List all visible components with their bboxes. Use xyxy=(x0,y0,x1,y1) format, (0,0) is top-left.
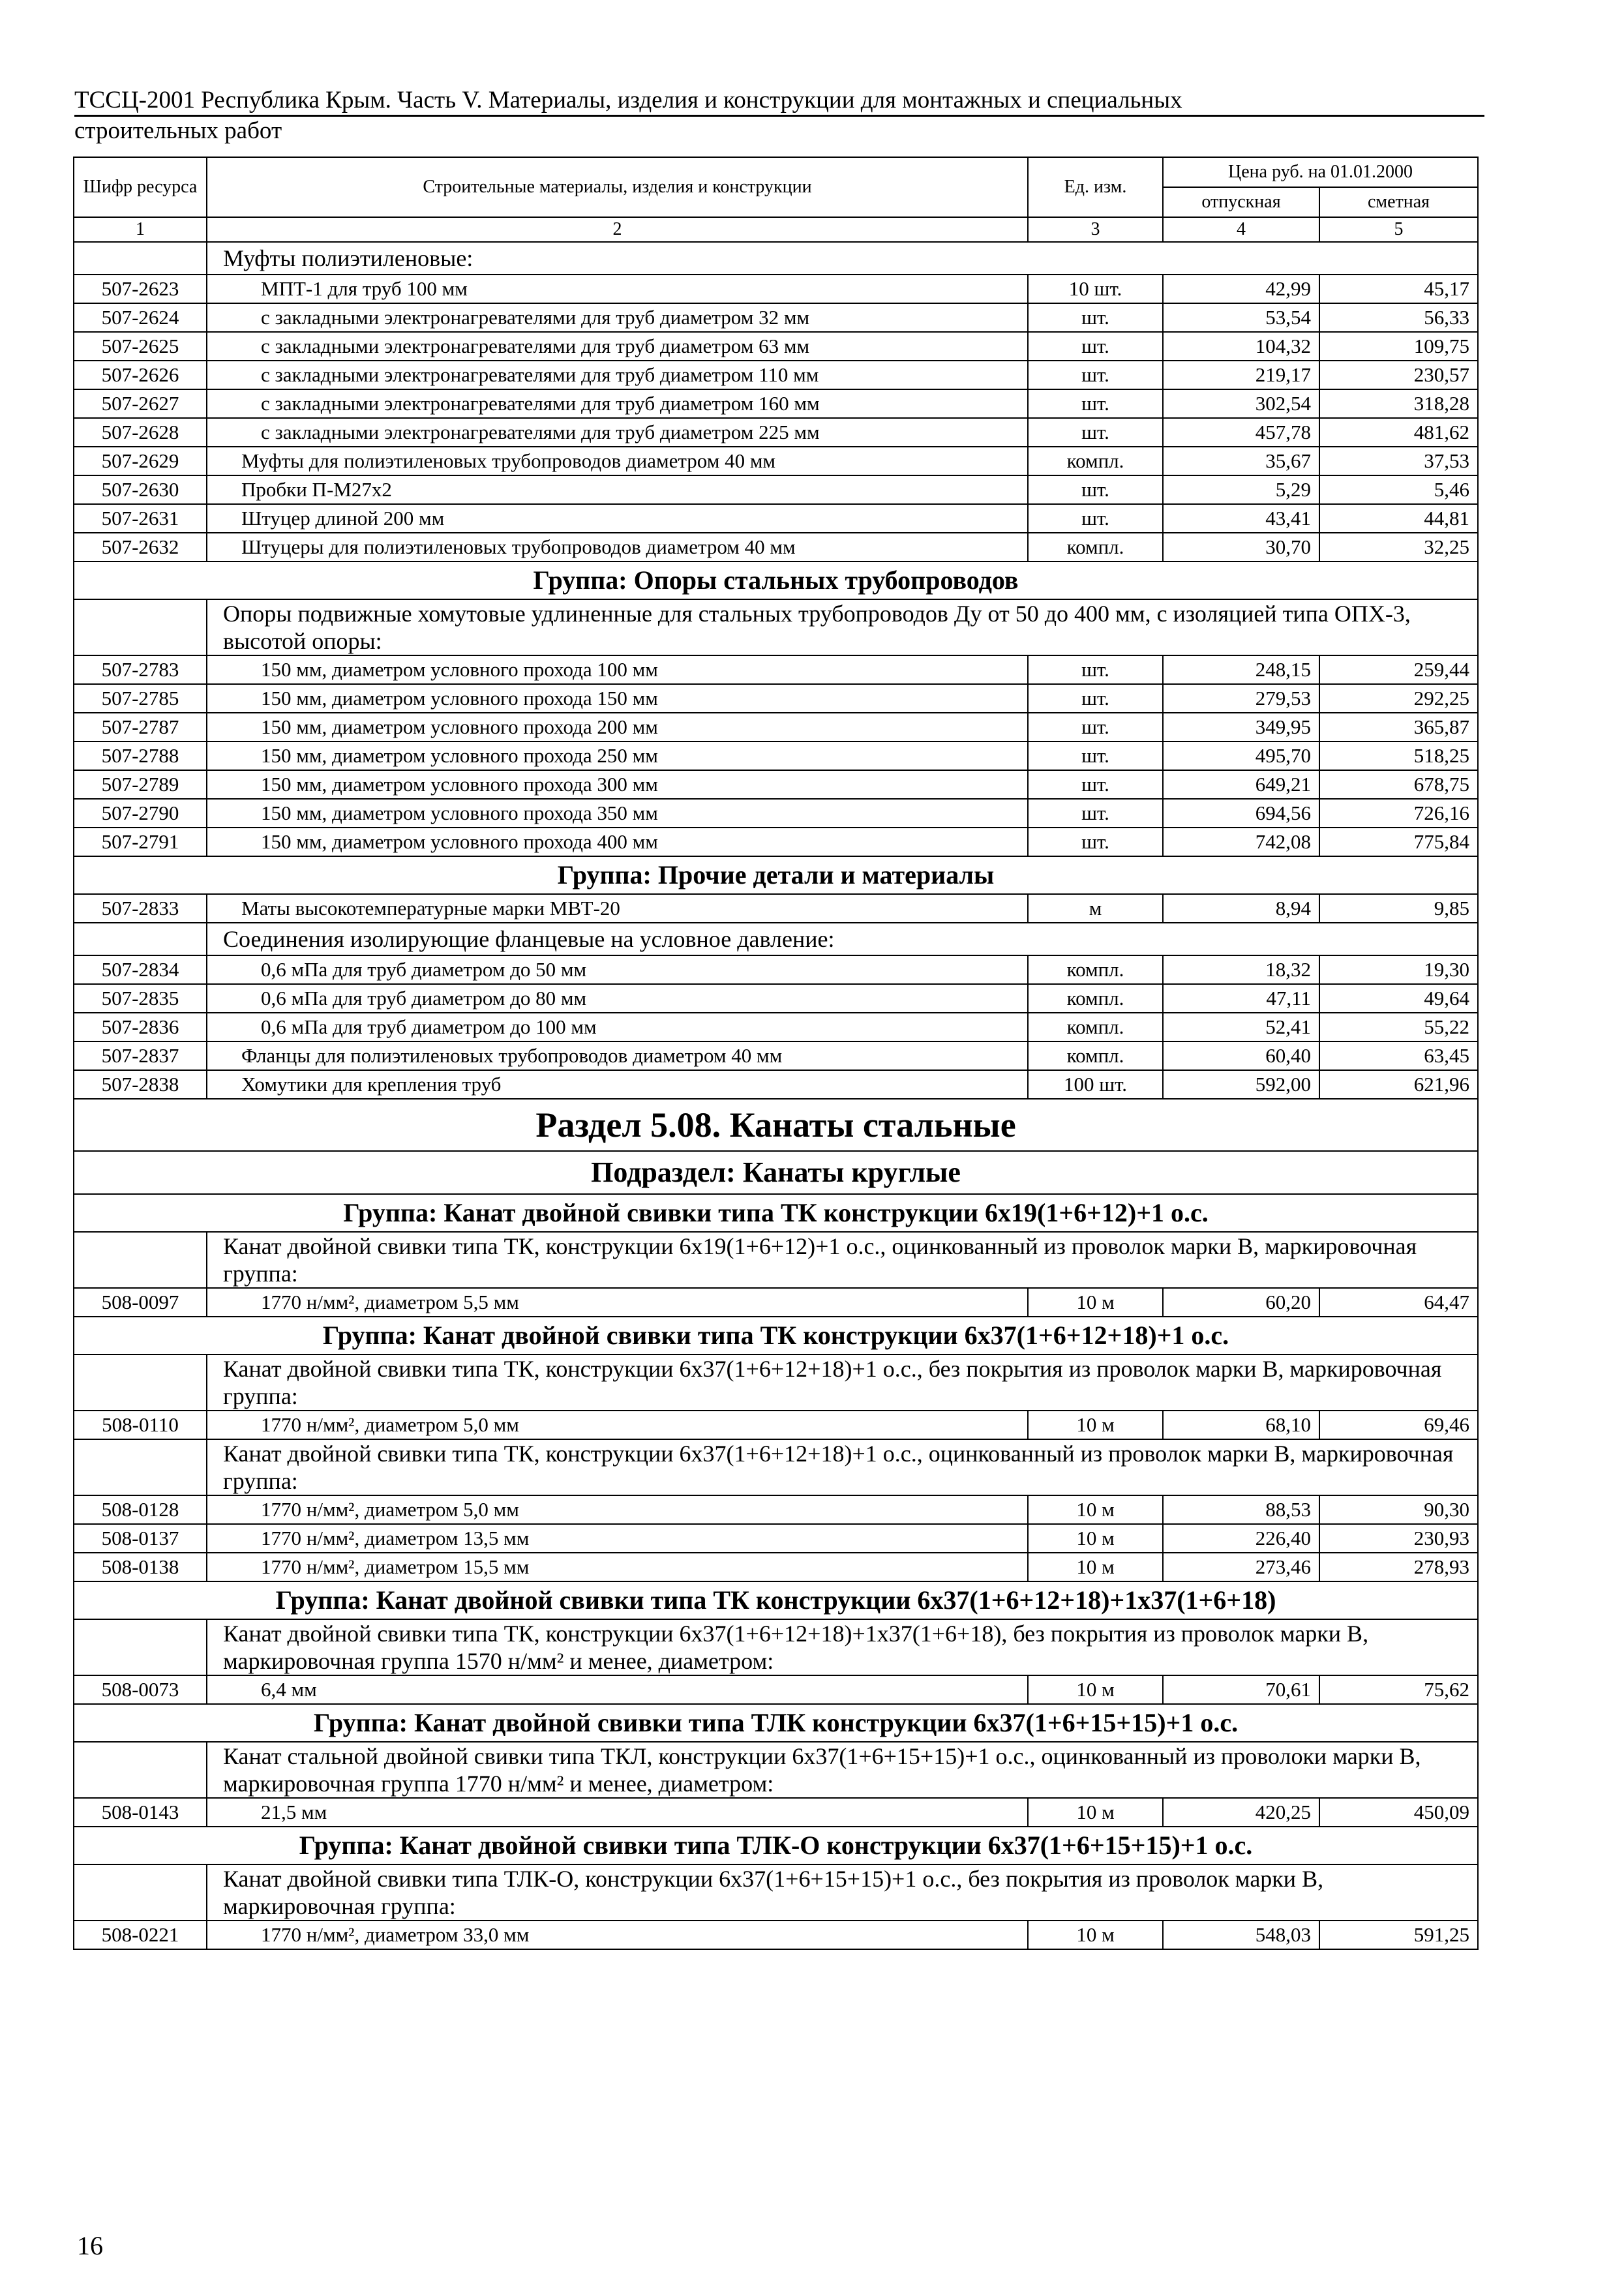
resource-code: 507-2632 xyxy=(74,533,207,561)
resource-code: 507-2785 xyxy=(74,684,207,713)
estimate-price: 481,62 xyxy=(1319,418,1478,447)
release-price: 279,53 xyxy=(1163,684,1319,713)
release-price: 104,32 xyxy=(1163,332,1319,361)
resource-code: 507-2623 xyxy=(74,275,207,303)
unit: 10 м xyxy=(1028,1921,1163,1949)
estimate-price: 9,85 xyxy=(1319,894,1478,923)
estimate-price: 37,53 xyxy=(1319,447,1478,475)
release-price: 35,67 xyxy=(1163,447,1319,475)
estimate-price: 56,33 xyxy=(1319,303,1478,332)
group-heading: Группа: Канат двойной свивки типа ТК конструкции 6х37(1+6+12+18)+1 о.с. xyxy=(74,1317,1478,1354)
resource-code: 507-2630 xyxy=(74,475,207,504)
estimate-price: 109,75 xyxy=(1319,332,1478,361)
table-row xyxy=(74,1411,1478,1439)
estimate-price: 90,30 xyxy=(1319,1495,1478,1524)
resource-code: 507-2836 xyxy=(74,1013,207,1041)
release-price: 70,61 xyxy=(1163,1675,1319,1704)
group-heading: Группа: Канат двойной свивки типа ТК конструкции 6х19(1+6+12)+1 о.с. xyxy=(74,1194,1478,1232)
release-price: 30,70 xyxy=(1163,533,1319,561)
item-description: Канат двойной свивки типа ТЛК-О, конструкции 6х37(1+6+15+15)+1 о.с., без покрытия из проволок марки В, маркировочная группа: xyxy=(207,1864,1478,1921)
page-number: 16 xyxy=(77,2231,103,2260)
group-heading: Группа: Опоры стальных трубопроводов xyxy=(74,561,1478,599)
unit: компл. xyxy=(1028,447,1163,475)
table-row xyxy=(74,770,1478,799)
item-name: 21,5 мм xyxy=(207,1798,1028,1827)
unit: шт. xyxy=(1028,303,1163,332)
release-price: 457,78 xyxy=(1163,418,1319,447)
item-name: 6,4 мм xyxy=(207,1675,1028,1704)
release-price: 420,25 xyxy=(1163,1798,1319,1827)
item-name: 0,6 мПа для труб диаметром до 100 мм xyxy=(207,1013,1028,1041)
release-price: 43,41 xyxy=(1163,504,1319,533)
unit: 10 м xyxy=(1028,1288,1163,1317)
estimate-price: 259,44 xyxy=(1319,655,1478,684)
item-description: Канат двойной свивки типа ТК, конструкции 6х37(1+6+12+18)+1 о.с., оцинкованный из проволок марки В, маркировочная группа: xyxy=(207,1439,1478,1495)
unit: 100 шт. xyxy=(1028,1070,1163,1099)
item-name: 1770 н/мм², диаметром 5,0 мм xyxy=(207,1411,1028,1439)
release-price: 88,53 xyxy=(1163,1495,1319,1524)
table-row xyxy=(74,1013,1478,1041)
item-description: Опоры подвижные хомутовые удлиненные для стальных трубопроводов Ду от 50 до 400 мм, с изоляцией типа ОПХ-3, высотой опоры: xyxy=(207,599,1478,655)
unit: 10 м xyxy=(1028,1675,1163,1704)
table-row xyxy=(74,894,1478,923)
group-heading: Группа: Канат двойной свивки типа ТК конструкции 6х37(1+6+12+18)+1х37(1+6+18) xyxy=(74,1581,1478,1619)
resource-code: 508-0128 xyxy=(74,1495,207,1524)
table-row xyxy=(74,418,1478,447)
unit: шт. xyxy=(1028,713,1163,741)
estimate-price: 726,16 xyxy=(1319,799,1478,828)
resource-code: 508-0137 xyxy=(74,1524,207,1553)
release-price: 742,08 xyxy=(1163,828,1319,856)
table-row xyxy=(74,533,1478,561)
unit: 10 м xyxy=(1028,1524,1163,1553)
item-name: МПТ-1 для труб 100 мм xyxy=(207,275,1028,303)
item-name: 0,6 мПа для труб диаметром до 80 мм xyxy=(207,984,1028,1013)
table-row xyxy=(74,361,1478,389)
release-price: 694,56 xyxy=(1163,799,1319,828)
header-title-line2: строительных работ xyxy=(74,117,282,144)
estimate-price: 69,46 xyxy=(1319,1411,1478,1439)
release-price: 47,11 xyxy=(1163,984,1319,1013)
unit: шт. xyxy=(1028,361,1163,389)
estimate-price: 32,25 xyxy=(1319,533,1478,561)
release-price: 649,21 xyxy=(1163,770,1319,799)
unit: компл. xyxy=(1028,984,1163,1013)
item-description: Канат стальной двойной свивки типа ТКЛ, конструкции 6х37(1+6+15+15)+1 о.с., оцинкованный из проволоки марки В, маркировочная группа 1770 н/мм² и менее, диаметром: xyxy=(207,1742,1478,1798)
release-price: 226,40 xyxy=(1163,1524,1319,1553)
item-description: Канат двойной свивки типа ТК, конструкции 6х19(1+6+12)+1 о.с., оцинкованный из проволок марки В, маркировочная группа: xyxy=(207,1232,1478,1288)
release-price: 42,99 xyxy=(1163,275,1319,303)
header-price: Цена руб. на 01.01.2000 xyxy=(1163,157,1478,187)
release-price: 18,32 xyxy=(1163,955,1319,984)
item-name: Муфты для полиэтиленовых трубопроводов диаметром 40 мм xyxy=(207,447,1028,475)
estimate-price: 621,96 xyxy=(1319,1070,1478,1099)
estimate-price: 518,25 xyxy=(1319,741,1478,770)
unit: шт. xyxy=(1028,475,1163,504)
resource-code: 507-2626 xyxy=(74,361,207,389)
resource-code: 507-2833 xyxy=(74,894,207,923)
resource-code: 507-2627 xyxy=(74,389,207,418)
estimate-price: 230,93 xyxy=(1319,1524,1478,1553)
table-row xyxy=(74,1041,1478,1070)
unit: 10 м xyxy=(1028,1495,1163,1524)
item-name: 150 мм, диаметром условного прохода 200 мм xyxy=(207,713,1028,741)
estimate-price: 19,30 xyxy=(1319,955,1478,984)
item-description: Муфты полиэтиленовые: xyxy=(207,242,1478,275)
estimate-price: 292,25 xyxy=(1319,684,1478,713)
unit: шт. xyxy=(1028,504,1163,533)
resource-code: 507-2631 xyxy=(74,504,207,533)
unit: шт. xyxy=(1028,655,1163,684)
release-price: 219,17 xyxy=(1163,361,1319,389)
table-row xyxy=(74,303,1478,332)
price-table xyxy=(73,157,1479,1950)
col-number: 1 xyxy=(74,217,207,242)
table-row xyxy=(74,741,1478,770)
item-name: с закладными электронагревателями для труб диаметром 225 мм xyxy=(207,418,1028,447)
release-price: 273,46 xyxy=(1163,1553,1319,1581)
item-name: 150 мм, диаметром условного прохода 250 мм xyxy=(207,741,1028,770)
table-row xyxy=(74,955,1478,984)
item-name: 150 мм, диаметром условного прохода 350 мм xyxy=(207,799,1028,828)
table-row xyxy=(74,1288,1478,1317)
resource-code: 507-2790 xyxy=(74,799,207,828)
header-estimate: сметная xyxy=(1319,187,1478,217)
col-number: 4 xyxy=(1163,217,1319,242)
resource-code: 507-2787 xyxy=(74,713,207,741)
section-heading: Раздел 5.08. Канаты стальные xyxy=(74,1099,1478,1151)
resource-code: 508-0221 xyxy=(74,1921,207,1949)
table-row xyxy=(74,1798,1478,1827)
release-price: 60,40 xyxy=(1163,1041,1319,1070)
release-price: 248,15 xyxy=(1163,655,1319,684)
release-price: 8,94 xyxy=(1163,894,1319,923)
unit: 10 м xyxy=(1028,1798,1163,1827)
item-name: с закладными электронагревателями для труб диаметром 32 мм xyxy=(207,303,1028,332)
unit: шт. xyxy=(1028,828,1163,856)
item-name: 0,6 мПа для труб диаметром до 50 мм xyxy=(207,955,1028,984)
group-heading: Группа: Канат двойной свивки типа ТЛК конструкции 6х37(1+6+15+15)+1 о.с. xyxy=(74,1704,1478,1742)
item-name: Хомутики для крепления труб xyxy=(207,1070,1028,1099)
header-release: отпускная xyxy=(1163,187,1319,217)
resource-code: 507-2783 xyxy=(74,655,207,684)
item-name: 150 мм, диаметром условного прохода 150 мм xyxy=(207,684,1028,713)
resource-code: 507-2837 xyxy=(74,1041,207,1070)
unit: м xyxy=(1028,894,1163,923)
estimate-price: 55,22 xyxy=(1319,1013,1478,1041)
resource-code: 508-0138 xyxy=(74,1553,207,1581)
resource-code: 508-0073 xyxy=(74,1675,207,1704)
unit: компл. xyxy=(1028,1041,1163,1070)
resource-code: 507-2834 xyxy=(74,955,207,984)
item-name: Штуцеры для полиэтиленовых трубопроводов диаметром 40 мм xyxy=(207,533,1028,561)
item-description: Канат двойной свивки типа ТК, конструкции 6х37(1+6+12+18)+1 о.с., без покрытия из проволок марки В, маркировочная группа: xyxy=(207,1354,1478,1411)
resource-code: 508-0097 xyxy=(74,1288,207,1317)
estimate-price: 365,87 xyxy=(1319,713,1478,741)
group-heading: Группа: Канат двойной свивки типа ТЛК-О конструкции 6х37(1+6+15+15)+1 о.с. xyxy=(74,1827,1478,1864)
resource-code: 507-2788 xyxy=(74,741,207,770)
unit: шт. xyxy=(1028,332,1163,361)
table-row xyxy=(74,389,1478,418)
item-name: 150 мм, диаметром условного прохода 100 мм xyxy=(207,655,1028,684)
table-row xyxy=(74,655,1478,684)
unit: компл. xyxy=(1028,955,1163,984)
table-row xyxy=(74,1675,1478,1704)
item-name: 1770 н/мм², диаметром 5,5 мм xyxy=(207,1288,1028,1317)
item-name: 1770 н/мм², диаметром 13,5 мм xyxy=(207,1524,1028,1553)
item-name: с закладными электронагревателями для труб диаметром 63 мм xyxy=(207,332,1028,361)
table-row xyxy=(74,1553,1478,1581)
resource-code: 508-0110 xyxy=(74,1411,207,1439)
resource-code: 507-2791 xyxy=(74,828,207,856)
resource-code: 507-2835 xyxy=(74,984,207,1013)
unit: 10 м xyxy=(1028,1411,1163,1439)
resource-code: 507-2629 xyxy=(74,447,207,475)
release-price: 52,41 xyxy=(1163,1013,1319,1041)
estimate-price: 49,64 xyxy=(1319,984,1478,1013)
item-name: 150 мм, диаметром условного прохода 400 мм xyxy=(207,828,1028,856)
resource-code: 507-2838 xyxy=(74,1070,207,1099)
item-name: 1770 н/мм², диаметром 5,0 мм xyxy=(207,1495,1028,1524)
unit: шт. xyxy=(1028,741,1163,770)
estimate-price: 44,81 xyxy=(1319,504,1478,533)
unit: шт. xyxy=(1028,389,1163,418)
estimate-price: 775,84 xyxy=(1319,828,1478,856)
table-row xyxy=(74,447,1478,475)
release-price: 5,29 xyxy=(1163,475,1319,504)
release-price: 548,03 xyxy=(1163,1921,1319,1949)
subsection-heading: Подраздел: Канаты круглые xyxy=(74,1151,1478,1194)
resource-code: 507-2624 xyxy=(74,303,207,332)
estimate-price: 591,25 xyxy=(1319,1921,1478,1949)
table-row xyxy=(74,1070,1478,1099)
unit: шт. xyxy=(1028,770,1163,799)
estimate-price: 318,28 xyxy=(1319,389,1478,418)
resource-code: 508-0143 xyxy=(74,1798,207,1827)
table-row xyxy=(74,504,1478,533)
resource-code: 507-2625 xyxy=(74,332,207,361)
group-heading: Группа: Прочие детали и материалы xyxy=(74,856,1478,894)
table-row xyxy=(74,984,1478,1013)
release-price: 495,70 xyxy=(1163,741,1319,770)
table-row xyxy=(74,1921,1478,1949)
estimate-price: 230,57 xyxy=(1319,361,1478,389)
item-name: Маты высокотемпературные марки МВТ-20 xyxy=(207,894,1028,923)
table-row xyxy=(74,275,1478,303)
table-row xyxy=(74,475,1478,504)
release-price: 302,54 xyxy=(1163,389,1319,418)
item-name: с закладными электронагревателями для труб диаметром 110 мм xyxy=(207,361,1028,389)
col-number: 5 xyxy=(1319,217,1478,242)
release-price: 349,95 xyxy=(1163,713,1319,741)
release-price: 60,20 xyxy=(1163,1288,1319,1317)
table-row xyxy=(74,828,1478,856)
page-header xyxy=(74,86,1484,145)
table-row xyxy=(74,799,1478,828)
item-name: 1770 н/мм², диаметром 33,0 мм xyxy=(207,1921,1028,1949)
item-name: Фланцы для полиэтиленовых трубопроводов диаметром 40 мм xyxy=(207,1041,1028,1070)
unit: шт. xyxy=(1028,418,1163,447)
unit: шт. xyxy=(1028,684,1163,713)
item-description: Канат двойной свивки типа ТК, конструкции 6х37(1+6+12+18)+1х37(1+6+18), без покрытия из проволок марки В, маркировочная группа 1570 н/мм² и менее, диаметром: xyxy=(207,1619,1478,1675)
col-number: 3 xyxy=(1028,217,1163,242)
unit: 10 м xyxy=(1028,1553,1163,1581)
header-code: Шифр ресурса xyxy=(74,157,207,217)
table-row xyxy=(74,713,1478,741)
estimate-price: 63,45 xyxy=(1319,1041,1478,1070)
item-name: с закладными электронагревателями для труб диаметром 160 мм xyxy=(207,389,1028,418)
release-price: 53,54 xyxy=(1163,303,1319,332)
header-name: Строительные материалы, изделия и конструкции xyxy=(207,157,1028,217)
estimate-price: 75,62 xyxy=(1319,1675,1478,1704)
header-unit: Ед. изм. xyxy=(1028,157,1163,217)
table-row xyxy=(74,684,1478,713)
col-number: 2 xyxy=(207,217,1028,242)
table-row xyxy=(74,1524,1478,1553)
release-price: 592,00 xyxy=(1163,1070,1319,1099)
estimate-price: 64,47 xyxy=(1319,1288,1478,1317)
table-row xyxy=(74,332,1478,361)
item-description: Соединения изолирующие фланцевые на условное давление: xyxy=(207,923,1478,955)
estimate-price: 278,93 xyxy=(1319,1553,1478,1581)
estimate-price: 5,46 xyxy=(1319,475,1478,504)
unit: компл. xyxy=(1028,1013,1163,1041)
estimate-price: 678,75 xyxy=(1319,770,1478,799)
unit: 10 шт. xyxy=(1028,275,1163,303)
item-name: Пробки П-М27х2 xyxy=(207,475,1028,504)
header-title-line1: ТССЦ-2001 Республика Крым. Часть V. Материалы, изделия и конструкции для монтажных и специальных xyxy=(74,86,1484,117)
unit: шт. xyxy=(1028,799,1163,828)
release-price: 68,10 xyxy=(1163,1411,1319,1439)
resource-code: 507-2789 xyxy=(74,770,207,799)
item-name: Штуцер длиной 200 мм xyxy=(207,504,1028,533)
estimate-price: 450,09 xyxy=(1319,1798,1478,1827)
item-name: 150 мм, диаметром условного прохода 300 мм xyxy=(207,770,1028,799)
resource-code: 507-2628 xyxy=(74,418,207,447)
table-row xyxy=(74,1495,1478,1524)
estimate-price: 45,17 xyxy=(1319,275,1478,303)
unit: компл. xyxy=(1028,533,1163,561)
item-name: 1770 н/мм², диаметром 15,5 мм xyxy=(207,1553,1028,1581)
